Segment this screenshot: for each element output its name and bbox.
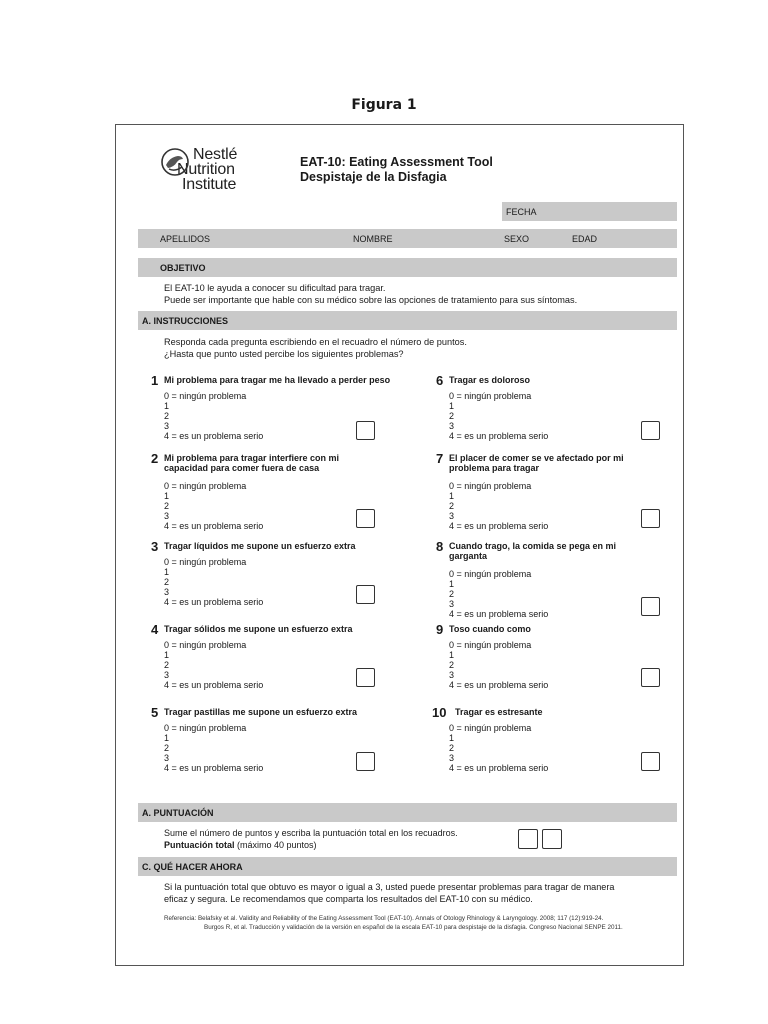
scale-option: 4 = es un problema serio [449,609,549,619]
question-text: Toso cuando como [449,624,531,634]
question-number: 6 [436,373,444,388]
scale-option: 4 = es un problema serio [164,431,264,441]
scale-option: 3 [449,511,455,521]
answer-scale [449,569,548,619]
puntuacion-text [164,827,458,851]
answer-scale [164,481,263,531]
scale-option: 2 [164,743,170,753]
scale-option: 0 = ningún problema [449,569,532,579]
scale-option: 4 = es un problema serio [164,680,264,690]
scale-option: 1 [449,650,455,660]
puntuacion-header [138,803,677,822]
scale-option: 2 [449,660,455,670]
scale-option: 4 = es un problema serio [164,521,264,531]
objetivo-heading: OBJETIVO [160,262,206,273]
que-hacer-heading: C. QUÉ HACER AHORA [142,861,243,872]
objetivo-header [138,258,677,277]
que-hacer-header [138,857,677,876]
answer-scale [164,391,263,441]
scale-option: 3 [449,753,455,763]
nest-bird-icon [160,147,190,177]
scale-option: 0 = ningún problema [164,640,247,650]
document-title [300,155,493,185]
puntuacion-heading: A. PUNTUACIÓN [142,807,214,818]
scale-option: 3 [449,670,455,680]
answer-box-q10[interactable] [641,752,660,771]
answer-scale [449,723,548,773]
fecha-label: FECHA [506,206,537,217]
question-text: Cuando trago, la comida se pega en mi garganta [449,541,617,561]
puntuacion-total-label: Puntuación total [164,840,235,850]
edad-field[interactable]: EDAD [572,233,598,244]
scale-option: 2 [449,411,455,421]
instrucciones-text [164,336,467,360]
personal-info-bar [138,229,677,248]
question-text: Tragar sólidos me supone un esfuerzo extra [164,624,353,634]
question-number: 4 [151,622,159,637]
scale-option: 4 = es un problema serio [449,680,549,690]
scale-option: 4 = es un problema serio [449,521,549,531]
objetivo-text [164,282,577,306]
que-hacer-line: Si la puntuación total que obtuvo es mayor o igual a 3, usted puede presentar problemas para tragar de manera [164,882,615,892]
instrucciones-line: Responda cada pregunta escribiendo en el recuadro el número de puntos. [164,337,467,347]
scale-option: 3 [449,421,455,431]
scale-option: 2 [164,411,170,421]
document-title-line2: Despistaje de la Disfagia [300,170,447,184]
question-number: 5 [151,705,159,720]
question-text: Mi problema para tragar me ha llevado a perder peso [164,375,391,385]
scale-option: 1 [449,733,455,743]
answer-box-q5[interactable] [356,752,375,771]
scale-option: 1 [164,491,170,501]
scale-option: 0 = ningún problema [164,557,247,567]
scale-option: 0 = ningún problema [449,640,532,650]
scale-option: 1 [164,401,170,411]
total-score-box-units[interactable] [542,829,562,849]
scale-option: 3 [449,599,455,609]
question-number: 1 [151,373,159,388]
scale-option: 1 [164,567,170,577]
form-frame [115,124,684,966]
question-number: 10 [432,705,447,720]
puntuacion-instruction: Sume el número de puntos y escriba la puntuación total en los recuadros. [164,828,458,838]
answer-scale [449,391,548,441]
scale-option: 3 [164,670,170,680]
logo-text-nutrition: Nutrition [177,161,235,178]
nestle-nutrition-logo [160,147,270,207]
nombre-field[interactable]: NOMBRE [353,233,393,244]
scale-option: 0 = ningún problema [164,391,247,401]
scale-option: 4 = es un problema serio [449,763,549,773]
question-text: Tragar líquidos me supone un esfuerzo extra [164,541,356,551]
scale-option: 0 = ningún problema [164,723,247,733]
question-text: Tragar es doloroso [449,375,531,385]
document-title-line1: EAT-10: Eating Assessment Tool [300,155,493,169]
scale-option: 3 [164,421,170,431]
instrucciones-line: ¿Hasta que punto usted percibe los siguientes problemas? [164,349,404,359]
question-text: Tragar pastillas me supone un esfuerzo extra [164,707,358,717]
answer-box-q8[interactable] [641,597,660,616]
scale-option: 3 [164,511,170,521]
answer-box-q3[interactable] [356,585,375,604]
answer-scale [164,557,263,607]
apellidos-field[interactable]: APELLIDOS [160,233,211,244]
scale-option: 0 = ningún problema [449,391,532,401]
scale-option: 0 = ningún problema [449,723,532,733]
scale-option: 2 [164,501,170,511]
objetivo-line: Puede ser importante que hable con su médico sobre las opciones de tratamiento para sus síntomas. [164,295,578,305]
referencia-line: Referencia: Belafsky et al. Validity and Reliability of the Eating Assessment Tool (EAT-10). Annals of Otology Rhinology & Laryngology. 2008; 117 (12):919-24. [164,915,604,922]
question-number: 2 [151,451,159,466]
scale-option: 1 [449,401,455,411]
scale-option: 4 = es un problema serio [449,431,549,441]
logo-text-nestle: Nestlé [193,146,238,163]
puntuacion-total-note: (máximo 40 puntos) [237,840,317,850]
answer-box-q4[interactable] [356,668,375,687]
objetivo-line: El EAT-10 le ayuda a conocer su dificultad para tragar. [164,283,386,293]
answer-box-q1[interactable] [356,421,375,440]
question-number: 7 [436,451,444,466]
instrucciones-header [138,311,677,330]
question-text: Tragar es estresante [455,707,543,717]
referencia [164,914,623,932]
answer-scale [449,481,548,531]
scale-option: 4 = es un problema serio [164,597,264,607]
instrucciones-heading: A. INSTRUCCIONES [142,315,229,326]
scale-option: 2 [449,589,455,599]
answer-scale [164,640,263,690]
scale-option: 0 = ningún problema [449,481,532,491]
scale-option: 1 [449,491,455,501]
answer-scale [449,640,548,690]
logo-text-institute: Institute [182,176,237,193]
que-hacer-text [164,881,614,905]
scale-option: 4 = es un problema serio [164,763,264,773]
answer-box-q7[interactable] [641,509,660,528]
answer-box-q9[interactable] [641,668,660,687]
scale-option: 3 [164,587,170,597]
question-number: 9 [436,622,444,637]
scale-option: 0 = ningún problema [164,481,247,491]
scale-option: 1 [449,579,455,589]
scale-option: 2 [164,660,170,670]
scale-option: 1 [164,650,170,660]
total-score-box-tens[interactable] [518,829,538,849]
sexo-field[interactable]: SEXO [504,233,530,244]
fecha-field[interactable] [502,202,677,221]
question-number: 3 [151,539,159,554]
que-hacer-line: eficaz y segura. Le recomendamos que comparta los resultados del EAT-10 con su médico. [164,894,533,904]
answer-scale [164,723,263,773]
question-number: 8 [436,539,444,554]
answer-box-q2[interactable] [356,509,375,528]
scale-option: 3 [164,753,170,763]
puntuacion-total-line [164,839,458,851]
question-text: Mi problema para tragar interfiere con mi capacidad para comer fuera de casa [164,453,340,473]
scale-option: 1 [164,733,170,743]
scale-option: 2 [449,501,455,511]
referencia-line: Burgos R, et al. Traducción y validación de la versión en español de la escala EAT-10 para despistaje de la disfagia. Congreso Nacional SENPE 2011. [204,924,623,931]
figure-title: Figura 1 [351,97,417,113]
scale-option: 2 [449,743,455,753]
scale-option: 2 [164,577,170,587]
question-text: El placer de comer se ve afectado por mi problema para tragar [449,453,624,473]
answer-box-q6[interactable] [641,421,660,440]
